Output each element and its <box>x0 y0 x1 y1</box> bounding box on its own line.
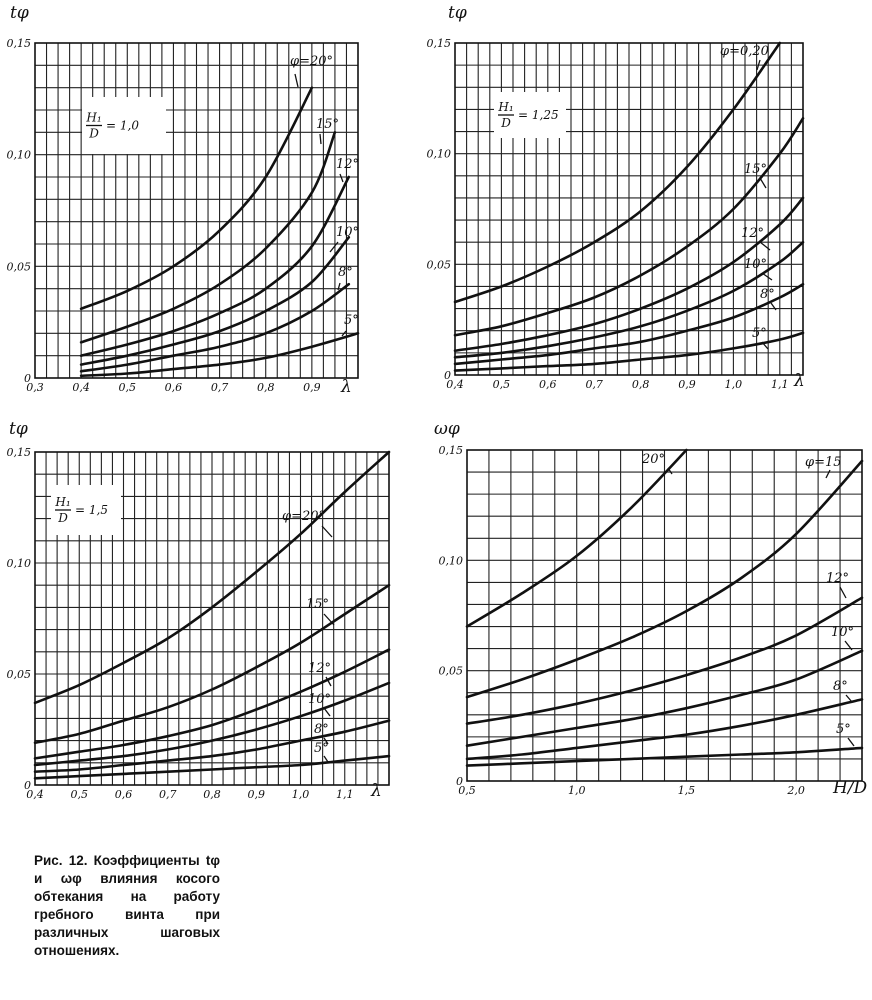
ratio-value: = 1,5 <box>75 503 108 517</box>
y-axis-label: ωφ <box>434 419 460 439</box>
series-label: φ=20° <box>282 509 326 524</box>
x-tick-label: 0,6 <box>539 378 557 391</box>
x-tick-label: 1,1 <box>771 378 789 391</box>
series-label: 15° <box>316 117 340 132</box>
x-tick-label: 0,7 <box>585 378 603 391</box>
x-tick-label: 1,0 <box>291 788 310 801</box>
series-leader-line <box>320 134 321 144</box>
y-axis-label: tφ <box>9 419 28 439</box>
series-label: 5° <box>836 722 851 737</box>
chart-panel-2 <box>427 3 805 391</box>
x-tick-label: 0,6 <box>114 788 133 801</box>
series-label: 12° <box>308 661 332 676</box>
series-label: 20° <box>642 452 666 467</box>
x-tick-label: 2,0 <box>787 784 805 797</box>
series-label: 5° <box>752 326 767 341</box>
y-tick-label: 0 <box>444 369 451 382</box>
y-tick-label: 0,15 <box>6 446 31 459</box>
series-leader-line <box>762 273 772 280</box>
x-tick-label: 0,5 <box>458 784 476 797</box>
series-label: 5° <box>314 741 329 756</box>
x-tick-label: 0,9 <box>678 378 696 391</box>
series-leader-line <box>846 695 852 702</box>
series-label: 15° <box>306 597 330 612</box>
series-label: 10° <box>308 692 332 707</box>
x-tick-label: 0,5 <box>70 788 88 801</box>
x-tick-label: 1,0 <box>567 784 586 797</box>
ratio-denominator: D <box>89 126 99 141</box>
series-label: 8° <box>833 679 848 694</box>
y-tick-label: 0 <box>24 372 31 385</box>
y-tick-label: 0,10 <box>426 147 451 161</box>
x-tick-label: 0,5 <box>492 378 511 391</box>
ratio-denominator: D <box>58 511 68 525</box>
x-tick-label: 0,8 <box>203 788 221 801</box>
x-axis-label: λ <box>794 371 805 391</box>
ratio-value: = 1,0 <box>106 118 139 133</box>
series-label: φ=15 <box>805 455 842 470</box>
y-tick-label: 0 <box>456 775 463 788</box>
y-tick-label: 0,15 <box>6 37 31 50</box>
series-leader-line <box>760 178 766 188</box>
series-label: φ=20° <box>290 54 334 69</box>
series-label: 10° <box>831 625 855 640</box>
y-tick-label: 0,15 <box>426 37 451 50</box>
series-leader-line <box>340 174 343 182</box>
x-tick-label: 0,6 <box>164 381 183 394</box>
ratio-numerator: H₁ <box>86 110 102 125</box>
figure-caption: Рис. 12. Коэффициенты tφ и ωφ влияния косого обтекания на работу гребного винта при различных шаговых отношениях. <box>34 853 220 958</box>
y-tick-label: 0,15 <box>438 444 463 457</box>
series-label: 15° <box>744 162 768 177</box>
y-tick-label: 0,10 <box>438 554 463 568</box>
series-leader-line <box>848 738 854 746</box>
y-tick-label: 0,10 <box>6 557 31 570</box>
x-tick-label: 1,5 <box>677 784 696 797</box>
series-label: 10° <box>744 257 768 272</box>
y-axis-label: tφ <box>448 3 467 23</box>
series-label: 5° <box>344 313 359 328</box>
ratio-value: = 1,25 <box>518 108 559 122</box>
series-label: 8° <box>760 287 775 302</box>
x-tick-label: 1,1 <box>336 788 354 801</box>
y-tick-label: 0,05 <box>426 258 451 272</box>
x-axis-label: H/D <box>833 778 868 798</box>
ratio-numerator: H₁ <box>498 100 514 114</box>
x-tick-label: 0,8 <box>256 381 275 394</box>
x-tick-label: 0,7 <box>159 788 177 801</box>
x-tick-label: 0,8 <box>631 378 650 391</box>
pitch-ratio-box <box>51 485 121 535</box>
series-label: 12° <box>826 571 850 586</box>
series-leader-line <box>840 587 846 598</box>
x-tick-label: 0,4 <box>446 378 464 391</box>
y-tick-label: 0 <box>24 779 31 792</box>
y-axis-label: tφ <box>10 3 29 23</box>
x-tick-label: 0,5 <box>118 381 137 394</box>
ratio-denominator: D <box>501 116 511 130</box>
x-tick-label: 0,4 <box>72 381 90 394</box>
chart-panel-4 <box>434 419 868 798</box>
y-tick-label: 0,05 <box>438 664 463 678</box>
series-leader-line <box>322 526 332 537</box>
y-tick-label: 0,05 <box>6 668 31 681</box>
x-axis-label: λ <box>341 377 352 397</box>
x-tick-label: 0,4 <box>26 788 44 801</box>
x-tick-label: 0,9 <box>303 381 321 394</box>
chart-panel-3 <box>7 419 390 801</box>
series-leader-line <box>826 470 830 478</box>
y-tick-label: 0,10 <box>6 148 31 162</box>
pitch-ratio-box <box>82 97 166 154</box>
x-tick-label: 0,3 <box>26 381 44 394</box>
x-tick-label: 0,7 <box>210 381 229 394</box>
x-tick-label: 1,0 <box>724 378 743 391</box>
series-label: φ=0,20 <box>720 44 769 59</box>
series-label: 8° <box>338 265 353 280</box>
chart-panel-1 <box>7 3 360 397</box>
series-label: 8° <box>314 722 329 737</box>
series-label: 12° <box>741 226 765 241</box>
series-leader-line <box>295 74 298 87</box>
x-axis-label: λ <box>371 781 382 801</box>
x-tick-label: 0,9 <box>247 788 265 801</box>
y-tick-label: 0,05 <box>6 260 31 274</box>
series-label: 10° <box>336 225 360 240</box>
series-label: 12° <box>336 157 360 172</box>
series-leader-line <box>324 756 328 762</box>
series-leader-line <box>324 708 330 716</box>
ratio-numerator: H₁ <box>55 495 71 509</box>
pitch-ratio-box <box>494 92 566 138</box>
